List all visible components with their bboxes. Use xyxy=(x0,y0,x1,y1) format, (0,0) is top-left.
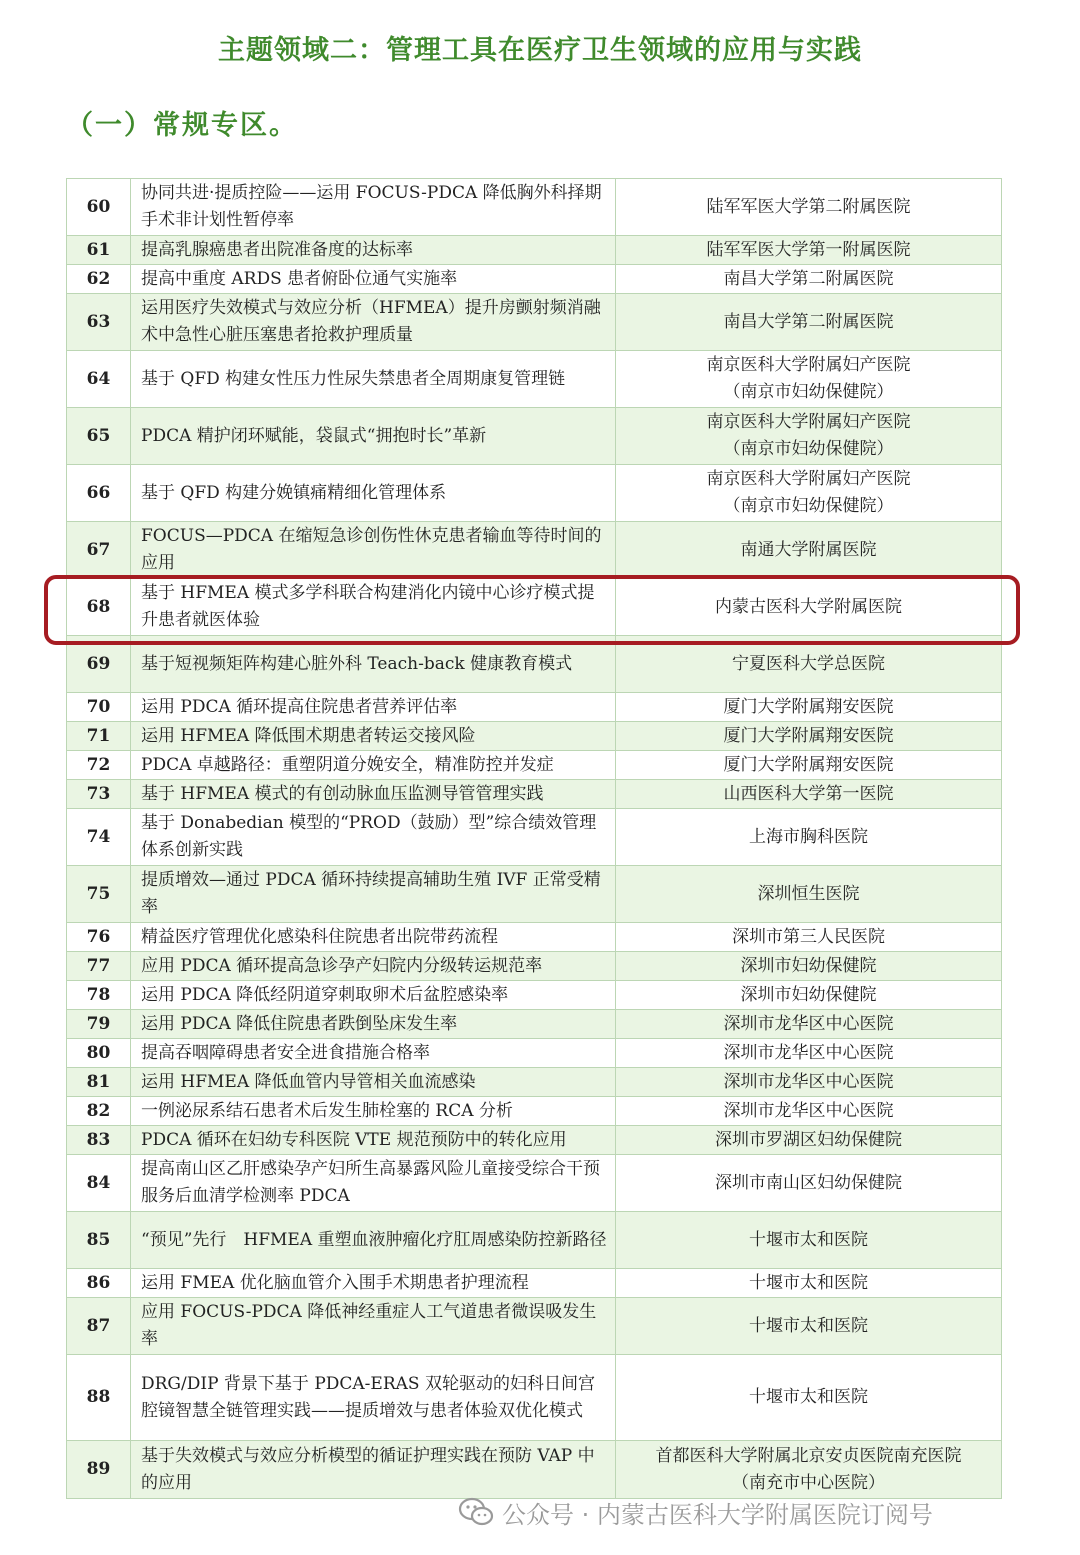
table-row xyxy=(67,809,1001,866)
project-title: 提质增效—通过 PDCA 循环持续提高辅助生殖 IVF 正常受精率 xyxy=(141,870,601,917)
institution-name: 十堰市太和医院 xyxy=(749,1272,868,1293)
project-title: 运用医疗失效模式与效应分析（HFMEA）提升房颤射频消融术中急性心脏压塞患者抢救护理质量 xyxy=(141,298,601,345)
institution-name: 深圳市龙华区中心医院 xyxy=(723,1042,894,1063)
project-title: 运用 PDCA 降低住院患者跌倒坠床发生率 xyxy=(141,1013,458,1034)
project-title: 提高中重度 ARDS 患者俯卧位通气实施率 xyxy=(141,268,458,289)
institution-name: 南昌大学第二附属医院 xyxy=(723,311,894,332)
project-title: 应用 PDCA 循环提高急诊孕产妇院内分级转运规范率 xyxy=(141,955,543,976)
table-row xyxy=(67,981,1001,1010)
table-row xyxy=(67,693,1001,722)
institution-name: 南京医科大学附属妇产医院 （南京市妇幼保健院） xyxy=(706,355,911,402)
project-title: 精益医疗管理优化感染科住院患者出院带药流程 xyxy=(141,926,498,947)
row-number: 76 xyxy=(67,923,131,951)
table-row xyxy=(67,1212,1001,1269)
row-number: 70 xyxy=(67,693,131,721)
project-title: 运用 FMEA 优化脑血管介入围手术期患者护理流程 xyxy=(141,1272,529,1293)
project-title: 基于短视频矩阵构建心脏外科 Teach-back 健康教育模式 xyxy=(141,653,573,674)
table-row xyxy=(67,1010,1001,1039)
project-title: 基于 QFD 构建女性压力性尿失禁患者全周期康复管理链 xyxy=(141,368,566,389)
table-row xyxy=(67,780,1001,809)
table-row xyxy=(67,636,1001,693)
table-row xyxy=(67,579,1001,636)
row-number: 64 xyxy=(67,351,131,407)
institution-name: 南通大学附属医院 xyxy=(740,539,877,560)
project-title: 提高吞咽障碍患者安全进食措施合格率 xyxy=(141,1042,430,1063)
institution-name: 厦门大学附属翔安医院 xyxy=(723,754,894,775)
row-number: 84 xyxy=(67,1155,131,1211)
table-row xyxy=(67,1068,1001,1097)
row-number: 88 xyxy=(67,1355,131,1440)
table-row xyxy=(67,408,1001,465)
row-number: 86 xyxy=(67,1269,131,1297)
project-title: FOCUS—PDCA 在缩短急诊创伤性休克患者输血等待时间的应用 xyxy=(141,526,602,573)
table-row xyxy=(67,1269,1001,1298)
project-title: PDCA 卓越路径：重塑阴道分娩安全，精准防控并发症 xyxy=(141,754,554,775)
table-row xyxy=(67,294,1001,351)
project-title: 提高乳腺癌患者出院准备度的达标率 xyxy=(141,239,413,260)
row-number: 85 xyxy=(67,1212,131,1268)
table-row xyxy=(67,1441,1001,1498)
project-title: 运用 PDCA 循环提高住院患者营养评估率 xyxy=(141,696,458,717)
table-row xyxy=(67,1298,1001,1355)
institution-name: 深圳恒生医院 xyxy=(757,883,860,904)
table-row xyxy=(67,351,1001,408)
table-row xyxy=(67,722,1001,751)
institution-name: 山西医科大学第一医院 xyxy=(723,783,894,804)
table-row xyxy=(67,1039,1001,1068)
row-number: 74 xyxy=(67,809,131,865)
table-row xyxy=(67,265,1001,294)
table-row xyxy=(67,1155,1001,1212)
project-title: 基于 HFMEA 模式的有创动脉血压监测导管管理实践 xyxy=(141,783,544,804)
row-number: 72 xyxy=(67,751,131,779)
table-row xyxy=(67,866,1001,923)
table-row xyxy=(67,1355,1001,1441)
table-row xyxy=(67,923,1001,952)
table-row xyxy=(67,1126,1001,1155)
institution-name: 上海市胸科医院 xyxy=(749,826,868,847)
institution-name: 陆军军医大学第二附属医院 xyxy=(706,196,911,217)
watermark xyxy=(458,1492,933,1532)
row-number: 61 xyxy=(67,236,131,264)
row-number: 65 xyxy=(67,408,131,464)
row-number: 79 xyxy=(67,1010,131,1038)
row-number: 67 xyxy=(67,522,131,578)
row-number: 89 xyxy=(67,1441,131,1498)
row-number: 82 xyxy=(67,1097,131,1125)
row-number: 68 xyxy=(67,579,131,635)
institution-name: 厦门大学附属翔安医院 xyxy=(723,696,894,717)
row-number: 83 xyxy=(67,1126,131,1154)
project-table xyxy=(66,178,1002,1499)
table-row xyxy=(67,465,1001,522)
project-title: 基于 HFMEA 模式多学科联合构建消化内镜中心诊疗模式提升患者就医体验 xyxy=(141,583,595,630)
project-title: 一例泌尿系结石患者术后发生肺栓塞的 RCA 分析 xyxy=(141,1100,513,1121)
institution-name: 宁夏医科大学总医院 xyxy=(732,653,885,674)
project-title: 协同共进·提质控险——运用 FOCUS-PDCA 降低胸外科择期手术非计划性暂停率 xyxy=(141,183,602,230)
row-number: 81 xyxy=(67,1068,131,1096)
institution-name: 十堰市太和医院 xyxy=(749,1229,868,1250)
institution-name: 陆军军医大学第一附属医院 xyxy=(706,239,911,260)
row-number: 63 xyxy=(67,294,131,350)
institution-name: 深圳市罗湖区妇幼保健院 xyxy=(715,1129,902,1150)
watermark-text: 公众号 · 内蒙古医科大学附属医院订阅号 xyxy=(502,1500,933,1529)
row-number: 66 xyxy=(67,465,131,521)
project-title: “预见”先行 HFMEA 重塑血液肿瘤化疗肛周感染防控新路径 xyxy=(141,1229,607,1250)
row-number: 80 xyxy=(67,1039,131,1067)
wechat-icon xyxy=(458,1497,494,1527)
table-row xyxy=(67,236,1001,265)
project-title: 运用 HFMEA 降低血管内导管相关血流感染 xyxy=(141,1071,476,1092)
institution-name: 南京医科大学附属妇产医院 （南京市妇幼保健院） xyxy=(706,412,911,459)
project-title: DRG/DIP 背景下基于 PDCA-ERAS 双轮驱动的妇科日间宫腔镜智慧全链管理实践——提质增效与患者体验双优化模式 xyxy=(141,1373,595,1421)
table-row xyxy=(67,522,1001,579)
page-title: 主题领域二：管理工具在医疗卫生领域的应用与实践 xyxy=(218,35,862,66)
institution-name: 深圳市龙华区中心医院 xyxy=(723,1013,894,1034)
project-title: 应用 FOCUS-PDCA 降低神经重症人工气道患者微误吸发生率 xyxy=(141,1302,597,1349)
institution-name: 深圳市龙华区中心医院 xyxy=(723,1100,894,1121)
project-title: 基于 QFD 构建分娩镇痛精细化管理体系 xyxy=(141,482,447,503)
table-row xyxy=(67,952,1001,981)
section-subtitle: （一）常规专区。 xyxy=(66,110,298,141)
institution-name: 十堰市太和医院 xyxy=(749,1315,868,1336)
row-number: 62 xyxy=(67,265,131,293)
institution-name: 十堰市太和医院 xyxy=(749,1387,868,1407)
table-row xyxy=(67,179,1001,236)
row-number: 73 xyxy=(67,780,131,808)
institution-name: 首都医科大学附属北京安贞医院南充医院 （南充市中心医院） xyxy=(655,1445,962,1493)
institution-name: 南京医科大学附属妇产医院 （南京市妇幼保健院） xyxy=(706,469,911,516)
institution-name: 深圳市第三人民医院 xyxy=(732,926,885,947)
row-number: 71 xyxy=(67,722,131,750)
project-title: PDCA 循环在妇幼专科医院 VTE 规范预防中的转化应用 xyxy=(141,1129,567,1150)
institution-name: 南昌大学第二附属医院 xyxy=(723,268,894,289)
row-number: 60 xyxy=(67,179,131,235)
row-number: 78 xyxy=(67,981,131,1009)
row-number: 69 xyxy=(67,636,131,692)
institution-name: 深圳市妇幼保健院 xyxy=(740,984,877,1005)
institution-name: 厦门大学附属翔安医院 xyxy=(723,725,894,746)
project-title: 提高南山区乙肝感染孕产妇所生高暴露风险儿童接受综合干预服务后血清学检测率 PDCA xyxy=(141,1159,600,1206)
institution-name: 深圳市南山区妇幼保健院 xyxy=(715,1172,902,1193)
institution-name: 内蒙古医科大学附属医院 xyxy=(715,596,902,617)
project-title: PDCA 精护闭环赋能，袋鼠式“拥抱时长”革新 xyxy=(141,425,487,446)
row-number: 87 xyxy=(67,1298,131,1354)
project-title: 基于 Donabedian 模型的“PROD（鼓励）型”综合绩效管理体系创新实践 xyxy=(141,813,597,860)
institution-name: 深圳市妇幼保健院 xyxy=(740,955,877,976)
table-row xyxy=(67,1097,1001,1126)
institution-name: 深圳市龙华区中心医院 xyxy=(723,1071,894,1092)
table-row xyxy=(67,751,1001,780)
project-title: 运用 HFMEA 降低围术期患者转运交接风险 xyxy=(141,725,476,746)
project-title: 运用 PDCA 降低经阴道穿刺取卵术后盆腔感染率 xyxy=(141,984,509,1005)
project-title: 基于失效模式与效应分析模型的循证护理实践在预防 VAP 中的应用 xyxy=(141,1445,595,1493)
row-number: 77 xyxy=(67,952,131,980)
row-number: 75 xyxy=(67,866,131,922)
